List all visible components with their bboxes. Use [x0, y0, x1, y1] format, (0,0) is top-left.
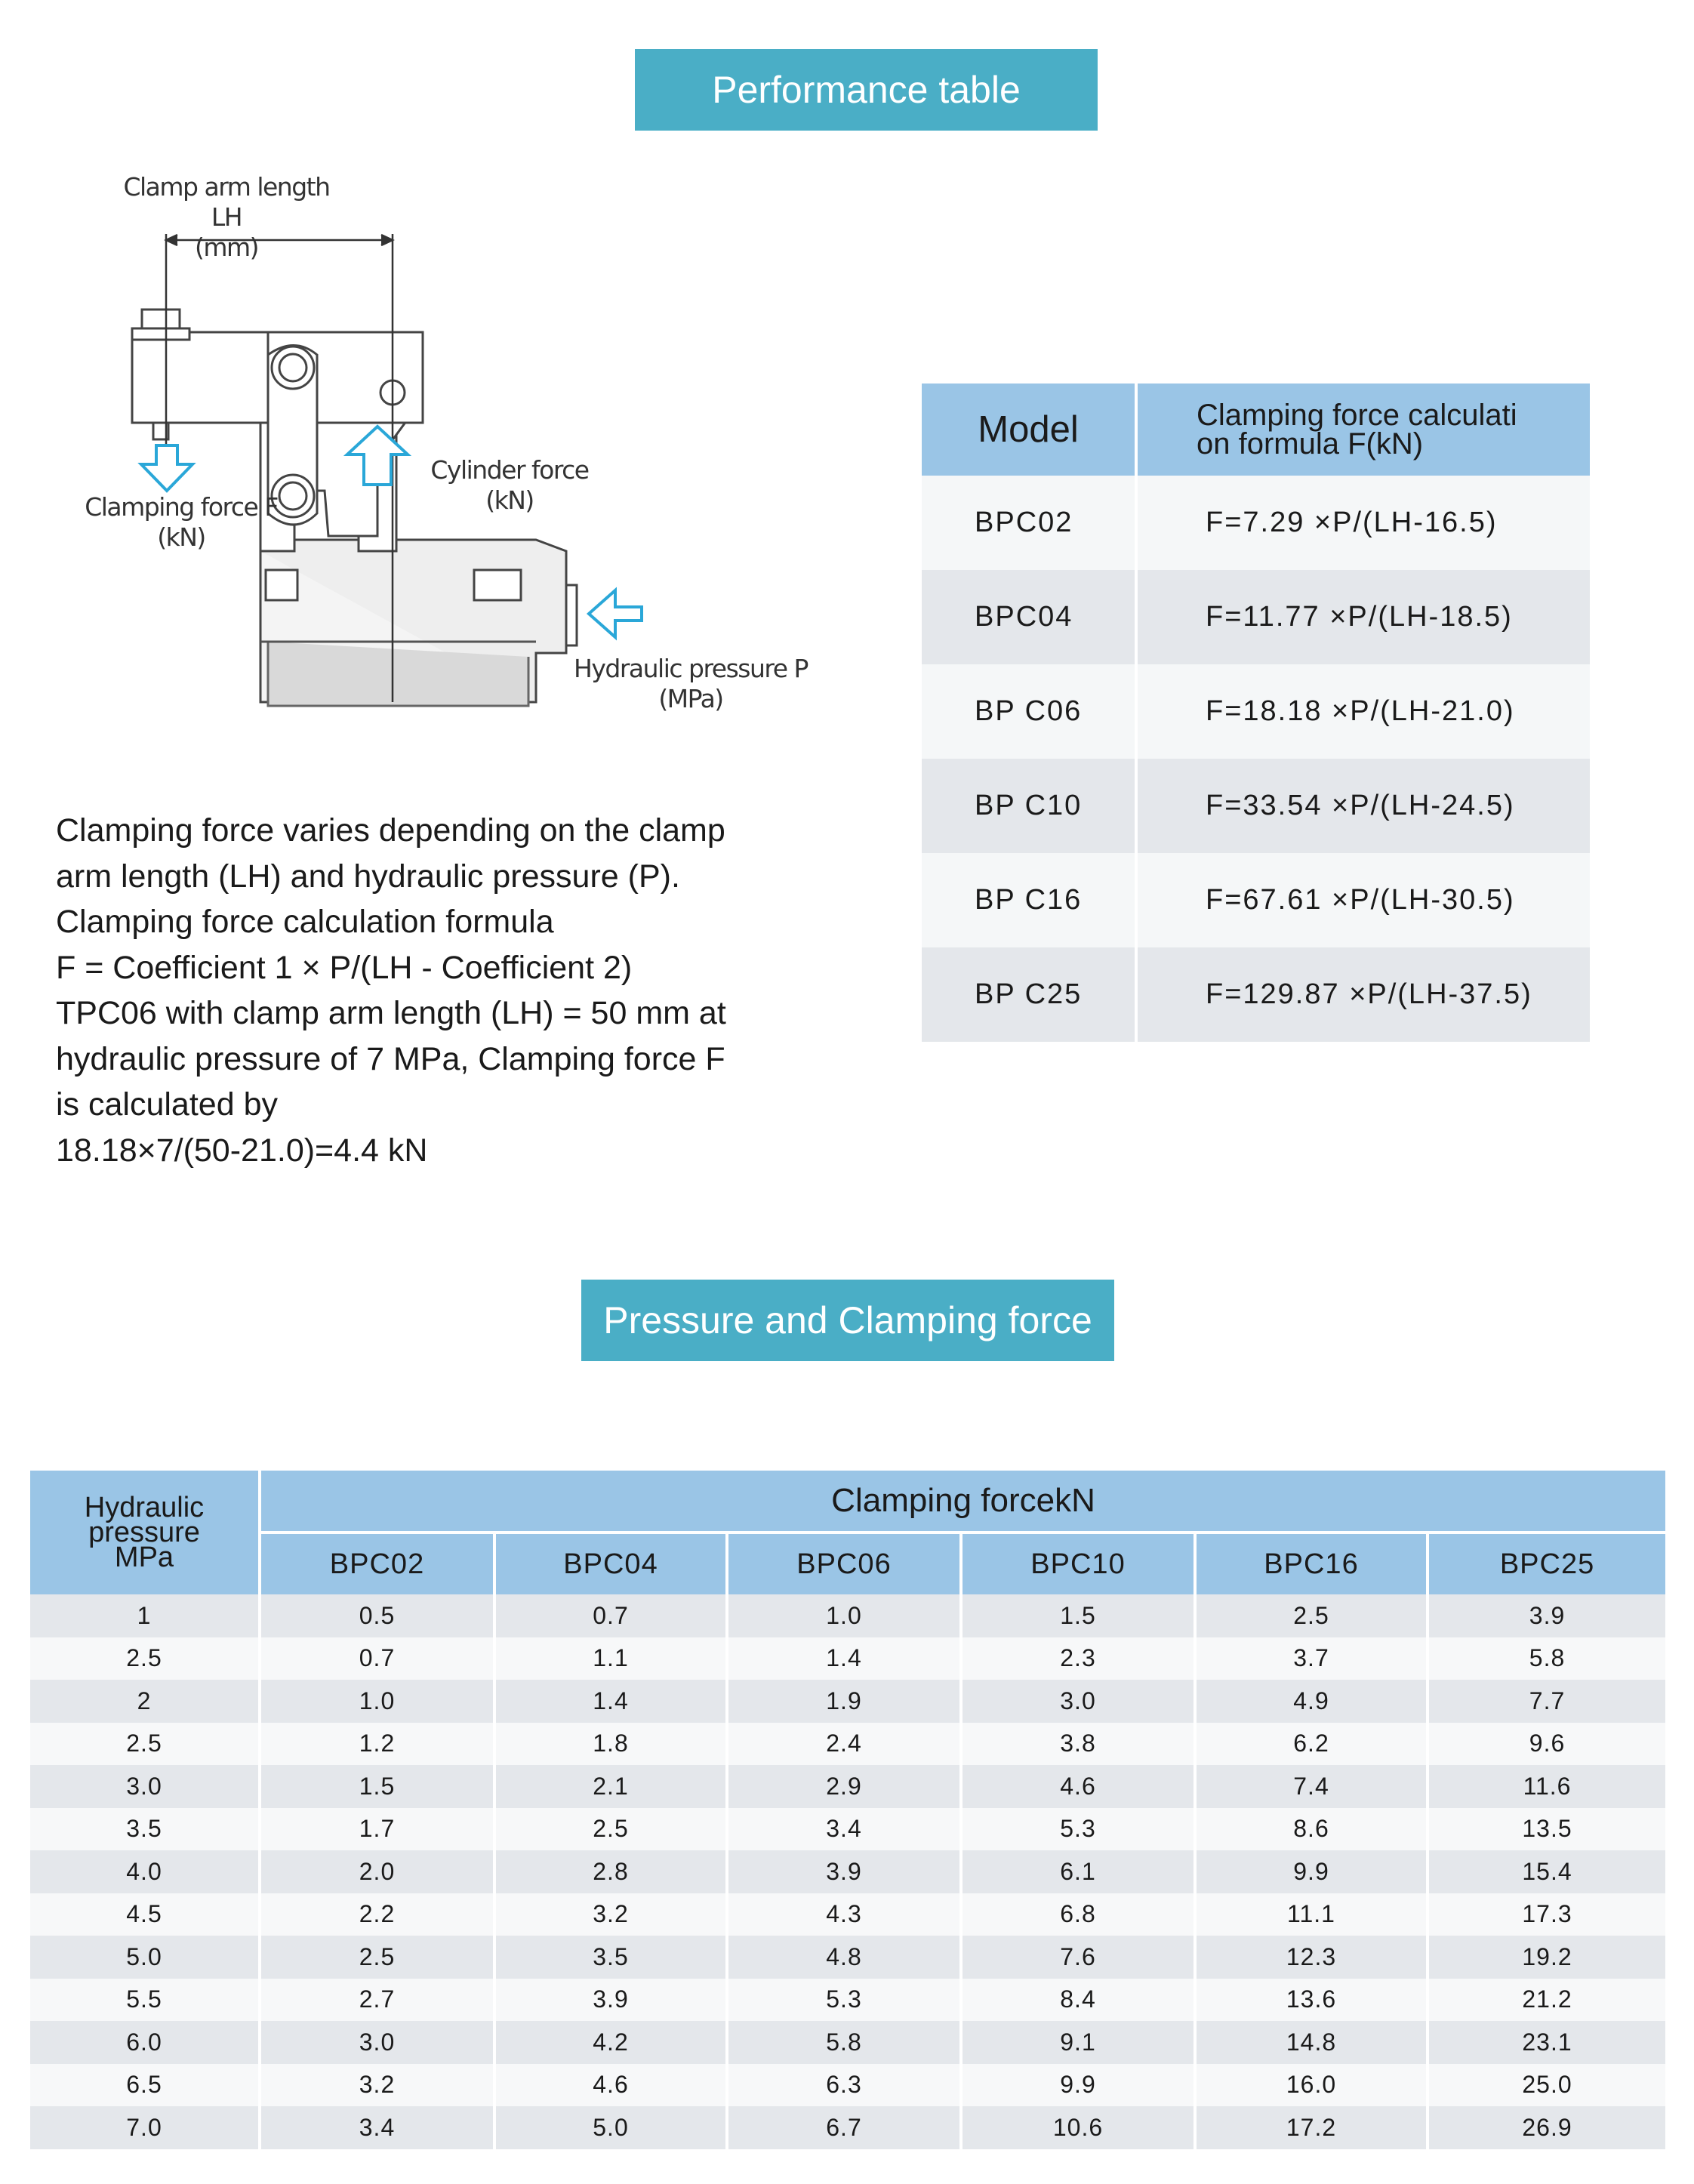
table-row: [30, 1979, 1665, 2022]
force-cell: 4.6: [494, 2064, 727, 2107]
pressure-cell: 2.5: [30, 1723, 260, 1766]
force-cell: 2.9: [727, 1765, 961, 1808]
arm-length-label: Clamp arm length LH: [123, 172, 330, 232]
force-cell: 1.8: [494, 1723, 727, 1766]
force-cell: 17.3: [1428, 1893, 1665, 1936]
header-model: Model: [922, 384, 1136, 476]
force-cell: 23.1: [1428, 2021, 1665, 2064]
formula-cell: F=7.29 ×P/(LH-16.5): [1136, 476, 1590, 570]
pressure-cell: 4.0: [30, 1850, 260, 1893]
force-cell: 7.4: [1195, 1765, 1428, 1808]
table-row: [30, 1680, 1665, 1723]
pressure-cell: 6.5: [30, 2064, 260, 2107]
model-header-row: [30, 1532, 1665, 1594]
force-cell: 1.1: [494, 1637, 727, 1680]
force-cell: 1.0: [727, 1594, 961, 1637]
model-cell: BPC04: [922, 570, 1136, 664]
force-cell: 3.9: [727, 1850, 961, 1893]
clamp-diagram: [45, 159, 815, 747]
header-clamping-force: Clamping forcekN: [260, 1471, 1665, 1532]
table-row: [922, 664, 1590, 759]
arm-length-unit: (mm): [194, 233, 259, 262]
force-cell: 3.7: [1195, 1637, 1428, 1680]
force-cell: 15.4: [1428, 1850, 1665, 1893]
force-cell: 3.8: [961, 1723, 1195, 1766]
pressure-cell: 2: [30, 1680, 260, 1723]
pressure-cell: 7.0: [30, 2106, 260, 2149]
header-model-bpc16: BPC16: [1195, 1532, 1428, 1594]
force-cell: 5.3: [961, 1808, 1195, 1851]
table-row: [922, 570, 1590, 664]
force-cell: 5.3: [727, 1979, 961, 2022]
model-cell: BP C25: [922, 947, 1136, 1042]
performance-table-banner: Performance table: [635, 49, 1098, 131]
header-hydraulic-pressure: Hydraulic pressure MPa: [30, 1471, 260, 1594]
force-cell: 9.9: [961, 2064, 1195, 2107]
table-row: [30, 2064, 1665, 2107]
formula-cell: F=11.77 ×P/(LH-18.5): [1136, 570, 1590, 664]
table-row: [30, 1808, 1665, 1851]
force-cell: 3.4: [727, 1808, 961, 1851]
table-row: [30, 1637, 1665, 1680]
force-cell: 2.2: [260, 1893, 494, 1936]
description-line: hydraulic pressure of 7 MPa, Clamping force F: [56, 1040, 725, 1077]
force-cell: 21.2: [1428, 1979, 1665, 2022]
force-cell: 11.1: [1195, 1893, 1428, 1936]
pressure-cell: 5.5: [30, 1979, 260, 2022]
pressure-cell: 3.5: [30, 1808, 260, 1851]
pressure-clamping-table: [30, 1471, 1665, 2149]
force-cell: 6.2: [1195, 1723, 1428, 1766]
force-cell: 6.3: [727, 2064, 961, 2107]
force-cell: 13.5: [1428, 1808, 1665, 1851]
table-row: [30, 1765, 1665, 1808]
force-cell: 17.2: [1195, 2106, 1428, 2149]
force-cell: 0.5: [260, 1594, 494, 1637]
description-line: TPC06 with clamp arm length (LH) = 50 mm at: [56, 995, 726, 1031]
pressure-cell: 5.0: [30, 1936, 260, 1979]
force-cell: 3.2: [260, 2064, 494, 2107]
formula-cell: F=129.87 ×P/(LH-37.5): [1136, 947, 1590, 1042]
header-model-bpc04: BPC04: [494, 1532, 727, 1594]
force-cell: 9.6: [1428, 1723, 1665, 1766]
force-cell: 16.0: [1195, 2064, 1428, 2107]
force-cell: 2.5: [260, 1936, 494, 1979]
force-cell: 11.6: [1428, 1765, 1665, 1808]
force-cell: 19.2: [1428, 1936, 1665, 1979]
force-cell: 7.7: [1428, 1680, 1665, 1723]
force-cell: 26.9: [1428, 2106, 1665, 2149]
force-cell: 1.4: [494, 1680, 727, 1723]
header-model-bpc02: BPC02: [260, 1532, 494, 1594]
force-cell: 7.6: [961, 1936, 1195, 1979]
force-cell: 6.8: [961, 1893, 1195, 1936]
force-cell: 3.0: [260, 2021, 494, 2064]
force-cell: 1.5: [260, 1765, 494, 1808]
performance-table: [922, 384, 1590, 1042]
header-formula: Clamping force calculati on formula F(kN): [1136, 384, 1590, 476]
model-cell: BP C06: [922, 664, 1136, 759]
pressure-cell: 2.5: [30, 1637, 260, 1680]
pressure-cell: 3.0: [30, 1765, 260, 1808]
formula-cell: F=67.61 ×P/(LH-30.5): [1136, 853, 1590, 947]
force-cell: 1.4: [727, 1637, 961, 1680]
header-model-bpc06: BPC06: [727, 1532, 961, 1594]
description-line: Clamping force varies depending on the clamp: [56, 812, 725, 849]
cylinder-force-unit: (kN): [485, 485, 534, 515]
force-cell: 2.7: [260, 1979, 494, 2022]
force-cell: 2.0: [260, 1850, 494, 1893]
force-cell: 0.7: [494, 1594, 727, 1637]
pressure-cell: 4.5: [30, 1893, 260, 1936]
table-row: [922, 947, 1590, 1042]
force-cell: 5.8: [727, 2021, 961, 2064]
description-line: is calculated by: [56, 1086, 278, 1123]
performance-header-row: [922, 384, 1590, 476]
force-cell: 9.1: [961, 2021, 1195, 2064]
description-line: Clamping force calculation formula: [56, 904, 554, 940]
force-cell: 3.9: [494, 1979, 727, 2022]
force-cell: 3.2: [494, 1893, 727, 1936]
force-cell: 6.7: [727, 2106, 961, 2149]
table-row: [30, 1850, 1665, 1893]
description-line: F = Coefficient 1 × P/(LH - Coefficient 2): [56, 949, 633, 986]
force-cell: 8.4: [961, 1979, 1195, 2022]
force-cell: 5.8: [1428, 1637, 1665, 1680]
header-model-bpc10: BPC10: [961, 1532, 1195, 1594]
model-cell: BPC02: [922, 476, 1136, 570]
description-line: 18.18×7/(50-21.0)=4.4 kN: [56, 1132, 428, 1169]
hydraulic-pressure-label: Hydraulic pressure P: [574, 654, 808, 683]
force-cell: 3.5: [494, 1936, 727, 1979]
force-cell: 13.6: [1195, 1979, 1428, 2022]
force-cell: 8.6: [1195, 1808, 1428, 1851]
force-cell: 2.1: [494, 1765, 727, 1808]
force-cell: 0.7: [260, 1637, 494, 1680]
formula-cell: F=33.54 ×P/(LH-24.5): [1136, 759, 1590, 853]
force-cell: 6.1: [961, 1850, 1195, 1893]
description-line: arm length (LH) and hydraulic pressure (P).: [56, 858, 680, 895]
force-cell: 1.0: [260, 1680, 494, 1723]
table-row: [30, 1594, 1665, 1637]
clamping-force-label: Clamping force F: [85, 492, 278, 522]
force-cell: 25.0: [1428, 2064, 1665, 2107]
force-cell: 1.7: [260, 1808, 494, 1851]
force-cell: 1.5: [961, 1594, 1195, 1637]
force-cell: 1.2: [260, 1723, 494, 1766]
force-cell: 3.9: [1428, 1594, 1665, 1637]
pressure-cell: 6.0: [30, 2021, 260, 2064]
clamping-force-unit: (kN): [157, 522, 205, 552]
force-cell: 2.5: [1195, 1594, 1428, 1637]
table-row: [922, 759, 1590, 853]
force-cell: 10.6: [961, 2106, 1195, 2149]
table-row: [30, 1723, 1665, 1766]
force-cell: 9.9: [1195, 1850, 1428, 1893]
model-cell: BP C10: [922, 759, 1136, 853]
force-cell: 4.6: [961, 1765, 1195, 1808]
cylinder-force-label: Cylinder force: [430, 455, 589, 485]
force-cell: 2.8: [494, 1850, 727, 1893]
force-cell: 1.9: [727, 1680, 961, 1723]
description-text: [56, 808, 765, 1173]
header-model-bpc25: BPC25: [1428, 1532, 1665, 1594]
force-cell: 14.8: [1195, 2021, 1428, 2064]
formula-cell: F=18.18 ×P/(LH-21.0): [1136, 664, 1590, 759]
force-cell: 2.3: [961, 1637, 1195, 1680]
hydraulic-pressure-unit: (MPa): [658, 684, 723, 713]
force-cell: 2.4: [727, 1723, 961, 1766]
force-cell: 4.9: [1195, 1680, 1428, 1723]
pressure-clamping-banner: Pressure and Clamping force: [581, 1280, 1114, 1361]
table-row: [922, 476, 1590, 570]
force-cell: 4.2: [494, 2021, 727, 2064]
table-row: [30, 1936, 1665, 1979]
force-cell: 4.3: [727, 1893, 961, 1936]
force-cell: 2.5: [494, 1808, 727, 1851]
model-cell: BP C16: [922, 853, 1136, 947]
force-cell: 5.0: [494, 2106, 727, 2149]
force-cell: 4.8: [727, 1936, 961, 1979]
table-row: [30, 2021, 1665, 2064]
table-row: [922, 853, 1590, 947]
force-cell: 3.4: [260, 2106, 494, 2149]
force-cell: 3.0: [961, 1680, 1195, 1723]
table-row: [30, 2106, 1665, 2149]
force-cell: 12.3: [1195, 1936, 1428, 1979]
pressure-cell: 1: [30, 1594, 260, 1637]
table-row: [30, 1893, 1665, 1936]
